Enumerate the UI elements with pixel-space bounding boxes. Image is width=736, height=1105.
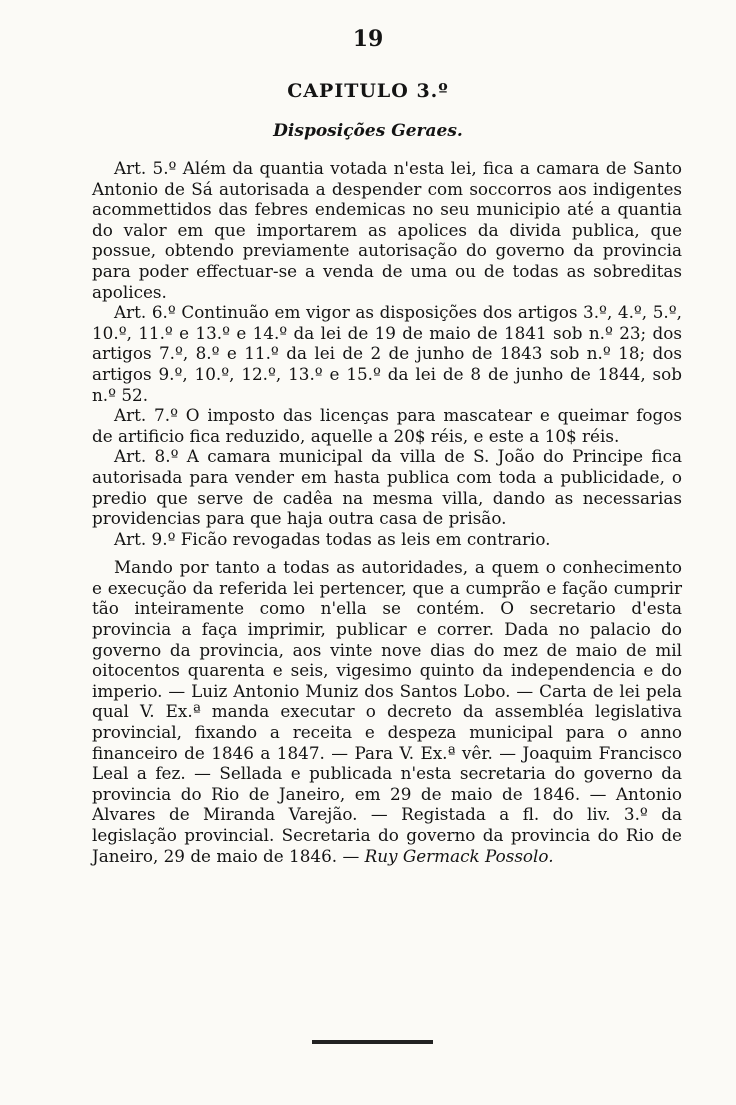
section-subtitle: Disposições Geraes.	[273, 121, 463, 141]
article-paragraph: Art. 6.º Continuão em vigor as disposições dos artigos 3.º, 4.º, 5.º, 10.º, 11.º e 13.º e 14.º da lei de 19 de maio de 1841 sob n.º 23; dos artigos 7.º, 8.º e 11.º da lei de 2 de junho de 1843 sob n.º 18; dos artigos 9.º, 10.º, 12.º, 13.º e 15.º da lei de 8 de junho de 1844, sob n.º 52.	[92, 302, 682, 405]
article-paragraph: Art. 9.º Ficão revogadas todas as leis em contrario.	[114, 528, 551, 549]
closing-text: Mando por tanto a todas as autoridades, a quem o conhecimento e execução da referida lei pertencer, que a cumprão e fação cumprir tão inteiramente como n'ella se contém. O secretario d'esta provincia a faça imprimir, publicar e correr. Dada no palacio do governo da provincia, aos vinte nove dias do mez de maio de mil oitocentos quarenta e seis, vigesimo quinto da independencia e do imperio. — Luiz Antonio Muniz dos Santos Lobo. — Carta de lei pela qual V. Ex.ª manda executar o decreto da assembléa legislativa provincial, fixando a receita e despeza municipal para o anno financeiro de 1846 a 1847. — Para V. Ex.ª vêr. — Joaquim Francisco Leal a fez. — Sellada e publicada n'esta secretaria do governo da provincia do Rio de Janeiro, em 29 de maio de 1846. — Antonio Alvares de Miranda Varejão. — Registada a fl. do liv. 3.º da legislação provincial. Secretaria do governo da provincia do Rio de Janeiro, 29 de maio de 1846.	[92, 557, 682, 866]
article-paragraph: Art. 8.º A camara municipal da villa de S. João do Principe fica autorisada para vender em hasta publica com toda a publicidade, o predio que serve de cadêa na mesma villa, dando as necessarias providencias para que haja outra casa de prisão.	[92, 446, 682, 529]
article-paragraph: Art. 5.º Além da quantia votada n'esta lei, fica a camara de Santo Antonio de Sá autorisada a despender com soccorros aos indigentes acommettidos das febres endemicas no seu municipio até a quantia do valor em que importarem as apolices da divida publica, que possue, obtendo previamente autorisação do governo da provincia para poder effectuar-se a venda de uma ou de todas as sobreditas apolices.	[92, 158, 682, 302]
article-paragraph: Art. 7.º O imposto das licenças para mascatear e queimar fogos de artificio fica reduzido, aquelle a 20$ réis, e este a 10$ réis.	[92, 405, 682, 446]
body-text	[92, 158, 682, 866]
end-rule	[312, 1040, 433, 1044]
chapter-heading: CAPITULO 3.º	[287, 80, 449, 102]
page-number: 19	[352, 26, 384, 52]
closing-paragraph: Mando por tanto a todas as autoridades, a quem o conhecimento e execução da referida lei pertencer, que a cumprão e fação cumprir tão inteiramente como n'ella se contém. O secretario d'esta provincia a faça imprimir, publicar e correr. Dada no palacio do governo da provincia, aos vinte nove dias do mez de maio de mil oitocentos quarenta e seis, vigesimo quinto da independencia e do imperio. — Luiz Antonio Muniz dos Santos Lobo. — Carta de lei pela qual V. Ex.ª manda executar o decreto da assembléa legislativa provincial, fixando a receita e despeza municipal para o anno financeiro de 1846 a 1847. — Para V. Ex.ª vêr. — Joaquim Francisco Leal a fez. — Sellada e publicada n'esta secretaria do governo da provincia do Rio de Janeiro, em 29 de maio de 1846. — Antonio Alvares de Miranda Varejão. — Registada a fl. do liv. 3.º da legislação provincial. Secretaria do governo da provincia do Rio de Janeiro, 29 de maio de 1846. — Ruy Germack Possolo.	[92, 557, 682, 866]
signature: Ruy Germack Possolo.	[364, 845, 554, 866]
